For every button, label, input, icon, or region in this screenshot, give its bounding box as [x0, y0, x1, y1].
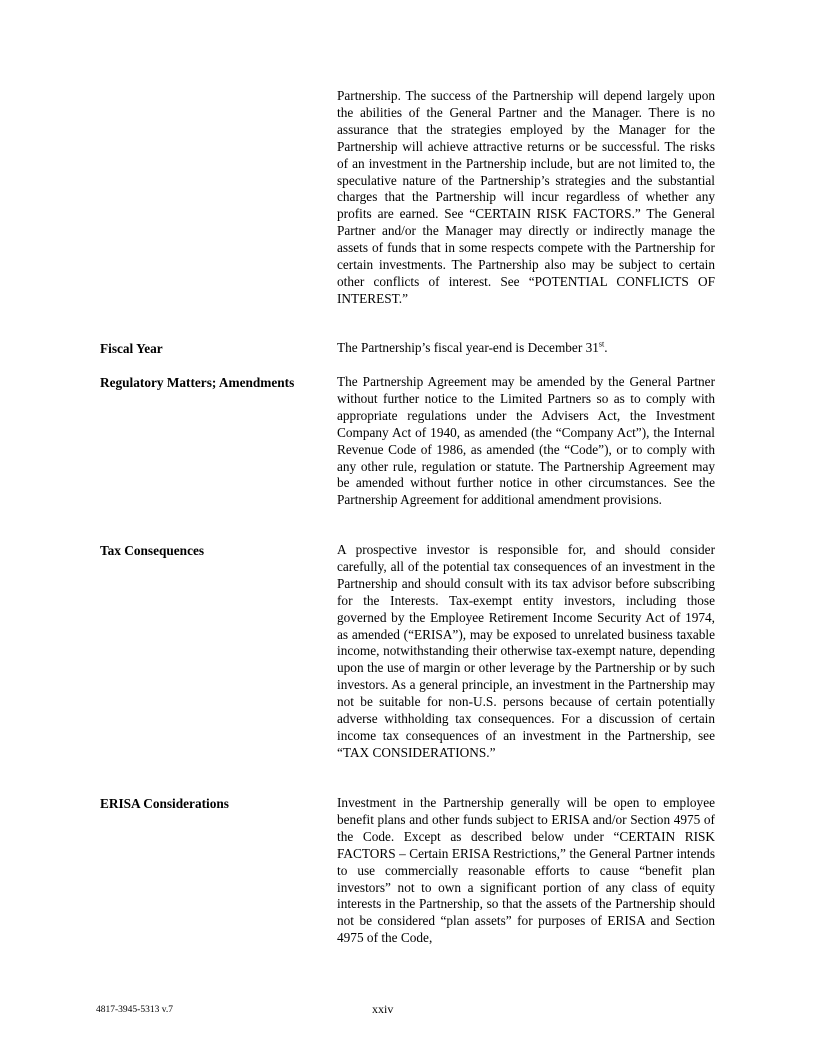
- regulatory-label: Regulatory Matters; Amendments: [100, 375, 295, 390]
- erisa-paragraph: [337, 795, 715, 947]
- intro-text: Partnership. The success of the Partnership will depend largely upon the abilities of the General Partner and the Manager. There is no assurance that the strategies employed by the Manager for the Partnership will achieve attractive returns or be successful. The risks of an investment in the Partnership include, but are not limited to, the speculative nature of the Partnership’s strategies and the substantial charges that the Partnership will incur regardless of whether any profits are earned. See “CERTAIN RISK FACTORS.” The General Partner and/or the Manager may directly or indirectly manage the assets of funds that in some respects compete with the Partnership for certain investments. The Partnership also may be subject to certain other conflicts of interest. See “POTENTIAL CONFLICTS OF INTEREST.”: [337, 88, 715, 306]
- erisa-label: ERISA Considerations: [100, 796, 229, 811]
- intro-paragraph: [337, 88, 715, 308]
- tax-label: Tax Consequences: [100, 543, 205, 558]
- tax-text: A prospective investor is responsible for, and should consider carefully, all of the potential tax consequences of an investment in the Partnership and should consult with its tax advisor before subscribing for the Interests. Tax-exempt entity investors, including those governed by the Employee Retirement Income Security Act of 1974, as amended (“ERISA”), may be exposed to unrelated business taxable income, notwithstanding their otherwise tax-exempt nature, depending upon the use of margin or other leverage by the Partnership or by such investors. As a general principle, an investment in the Partnership may not be suitable for non-U.S. persons because of certain potentially adverse withholding tax consequences. For a discussion of certain income tax consequences of an investment in the Partnership, see “TAX CONSIDERATIONS.”: [337, 542, 715, 760]
- fiscal-year-superscript: st: [598, 339, 605, 349]
- tax-paragraph: [337, 542, 715, 762]
- footer-document-id: 4817-3945-5313 v.7: [96, 1005, 173, 1015]
- fiscal-year-text-main: The Partnership’s fiscal year-end is December 31: [337, 340, 599, 355]
- regulatory-text: The Partnership Agreement may be amended by the General Partner without further notice to the Limited Partners so as to comply with appropriate regulations under the Advisers Act, the Investment Company Act of 1940, as amended (the “Company Act”), the Internal Revenue Code of 1986, as amended (the “Code”), or to comply with any other rule, regulation or statute. The Partnership Agreement may be amended without further notice in other circumstances. See the Partnership Agreement for additional amendment provisions.: [337, 374, 715, 508]
- fiscal-year-text-end: .: [604, 340, 608, 355]
- footer-page-number: xxiv: [372, 1002, 394, 1016]
- fiscal-year-text: [337, 340, 715, 357]
- regulatory-paragraph: [337, 374, 715, 509]
- fiscal-year-paragraph: [337, 340, 715, 357]
- fiscal-year-label: Fiscal Year: [100, 341, 163, 356]
- erisa-text: Investment in the Partnership generally will be open to employee benefit plans and other funds subject to ERISA and/or Section 4975 of the Code. Except as described below under “CERTAIN RISK FACTORS – Certain ERISA Restrictions,” the General Partner intends to use commercially reasonable efforts to cause “benefit plan investors” not to own a significant portion of any class of equity interests in the Partnership, so that the assets of the Partnership should not be considered “plan assets” for purposes of ERISA and Section 4975 of the Code,: [337, 795, 715, 946]
